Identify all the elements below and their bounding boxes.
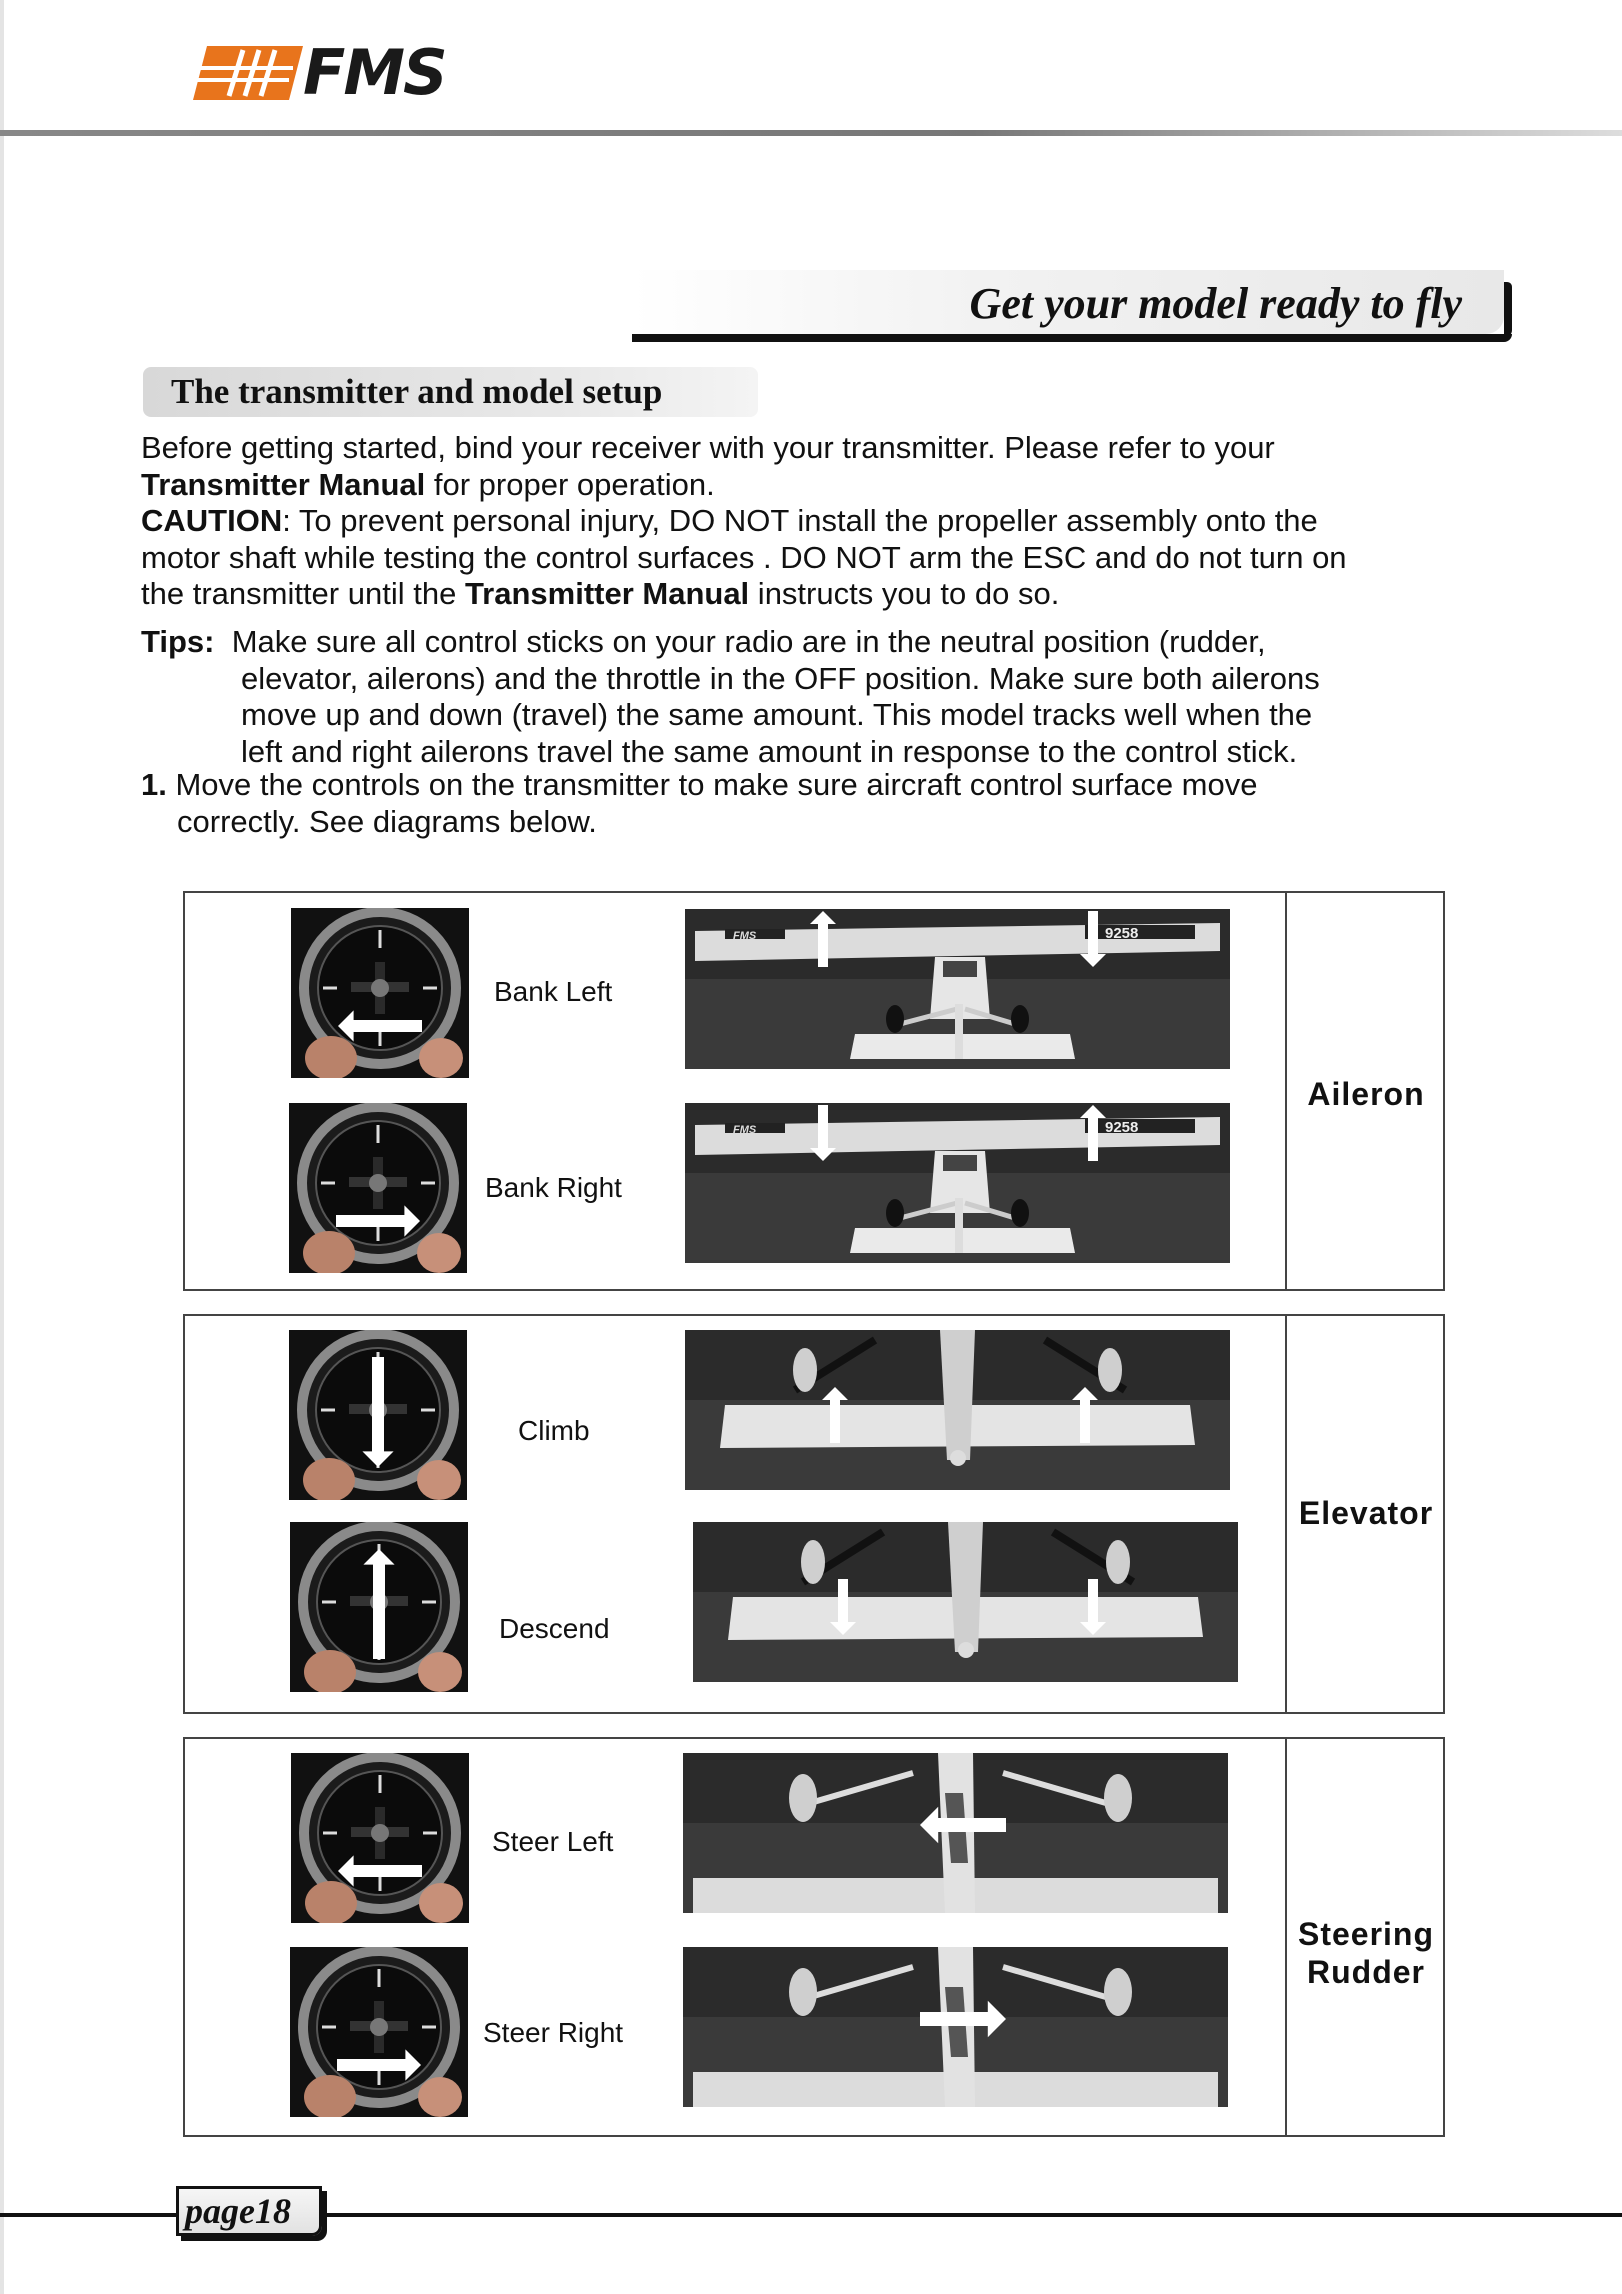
- page-number-box: [176, 2186, 324, 2238]
- intro-paragraph: [141, 430, 1541, 613]
- logo-emblem-icon: [185, 38, 305, 108]
- step-1: 1. Move the controls on the transmitter to make sure aircraft control surface move correctly. See diagrams below.: [141, 767, 1541, 840]
- subsection-heading: [143, 367, 758, 417]
- transmitter-stick-photo: [290, 1522, 468, 1692]
- caution-line: motor shaft while testing the control surfaces . DO NOT arm the ESC and do not turn on: [141, 539, 1347, 575]
- tips-line: move up and down (travel) the same amount. This model tracks well when the: [241, 697, 1313, 732]
- fms-logo: [185, 38, 515, 108]
- transmitter-stick-photo: [290, 1947, 468, 2117]
- elevator-panel: [183, 1314, 1445, 1714]
- page-number: page18: [185, 2191, 291, 2231]
- subsection-title: The transmitter and model setup: [171, 372, 663, 411]
- transmitter-stick-photo: [289, 1103, 467, 1273]
- row-label: Steer Right: [483, 2017, 624, 2048]
- row-label: Bank Right: [485, 1172, 622, 1203]
- tips-line: left and right ailerons travel the same amount in response to the control stick.: [241, 733, 1298, 769]
- control-label: Steering Rudder: [1297, 1916, 1435, 1990]
- svg-text:9258: 9258: [1105, 925, 1139, 942]
- control-label: Elevator: [1298, 1495, 1434, 1531]
- step-number: 1.: [141, 767, 167, 802]
- svg-text:9258: 9258: [1105, 1119, 1139, 1136]
- section-title: Get your model ready to fly: [969, 279, 1462, 328]
- page-edge: [0, 0, 4, 2294]
- rudder-panel: [183, 1737, 1445, 2137]
- header-rule: [0, 130, 1622, 136]
- svg-text:FMS: FMS: [733, 1124, 757, 1136]
- caution-line: the transmitter until the Transmitter Manual instructs you to do so.: [141, 576, 1060, 611]
- aircraft-photo: [685, 1330, 1230, 1490]
- tips-paragraph: Tips: Make sure all control sticks on your radio are in the neutral position (rudder, elevator, ailerons) and the throttle in the OFF position. Make sure both ailerons move up and down (travel) the same amount. This model tracks well when the left and right ailerons travel the same amount in response to the control stick.: [141, 624, 1541, 770]
- aircraft-photo: [685, 909, 1230, 1069]
- aircraft-photo: [683, 1947, 1228, 2107]
- row-label: Descend: [499, 1613, 610, 1644]
- control-label: Aileron: [1307, 1076, 1425, 1112]
- transmitter-stick-photo: [291, 1753, 469, 1923]
- row-label: Bank Left: [494, 976, 613, 1007]
- tips-label: Tips:: [141, 624, 215, 659]
- row-label: Climb: [518, 1415, 590, 1446]
- transmitter-stick-photo: [291, 908, 469, 1078]
- brand-name: FMS: [303, 36, 446, 109]
- intro-line: Transmitter Manual for proper operation.: [141, 466, 715, 502]
- caution-line: CAUTION: To prevent personal injury, DO NOT install the propeller assembly onto the: [141, 503, 1318, 538]
- intro-line: Before getting started, bind your receiver with your transmitter. Please refer to your: [141, 430, 1275, 465]
- row-label: Steer Left: [492, 1826, 614, 1857]
- section-banner: [632, 270, 1512, 348]
- aircraft-photo: [685, 1103, 1230, 1263]
- tips-line: elevator, ailerons) and the throttle in the OFF position. Make sure both ailerons: [241, 660, 1320, 696]
- aileron-panel: [183, 891, 1445, 1291]
- svg-text:FMS: FMS: [733, 930, 757, 942]
- transmitter-stick-photo: [289, 1330, 467, 1500]
- caution-label: CAUTION: [141, 503, 283, 538]
- step-line: correctly. See diagrams below.: [177, 803, 597, 839]
- aircraft-photo: [693, 1522, 1238, 1682]
- aircraft-photo: [683, 1753, 1228, 1913]
